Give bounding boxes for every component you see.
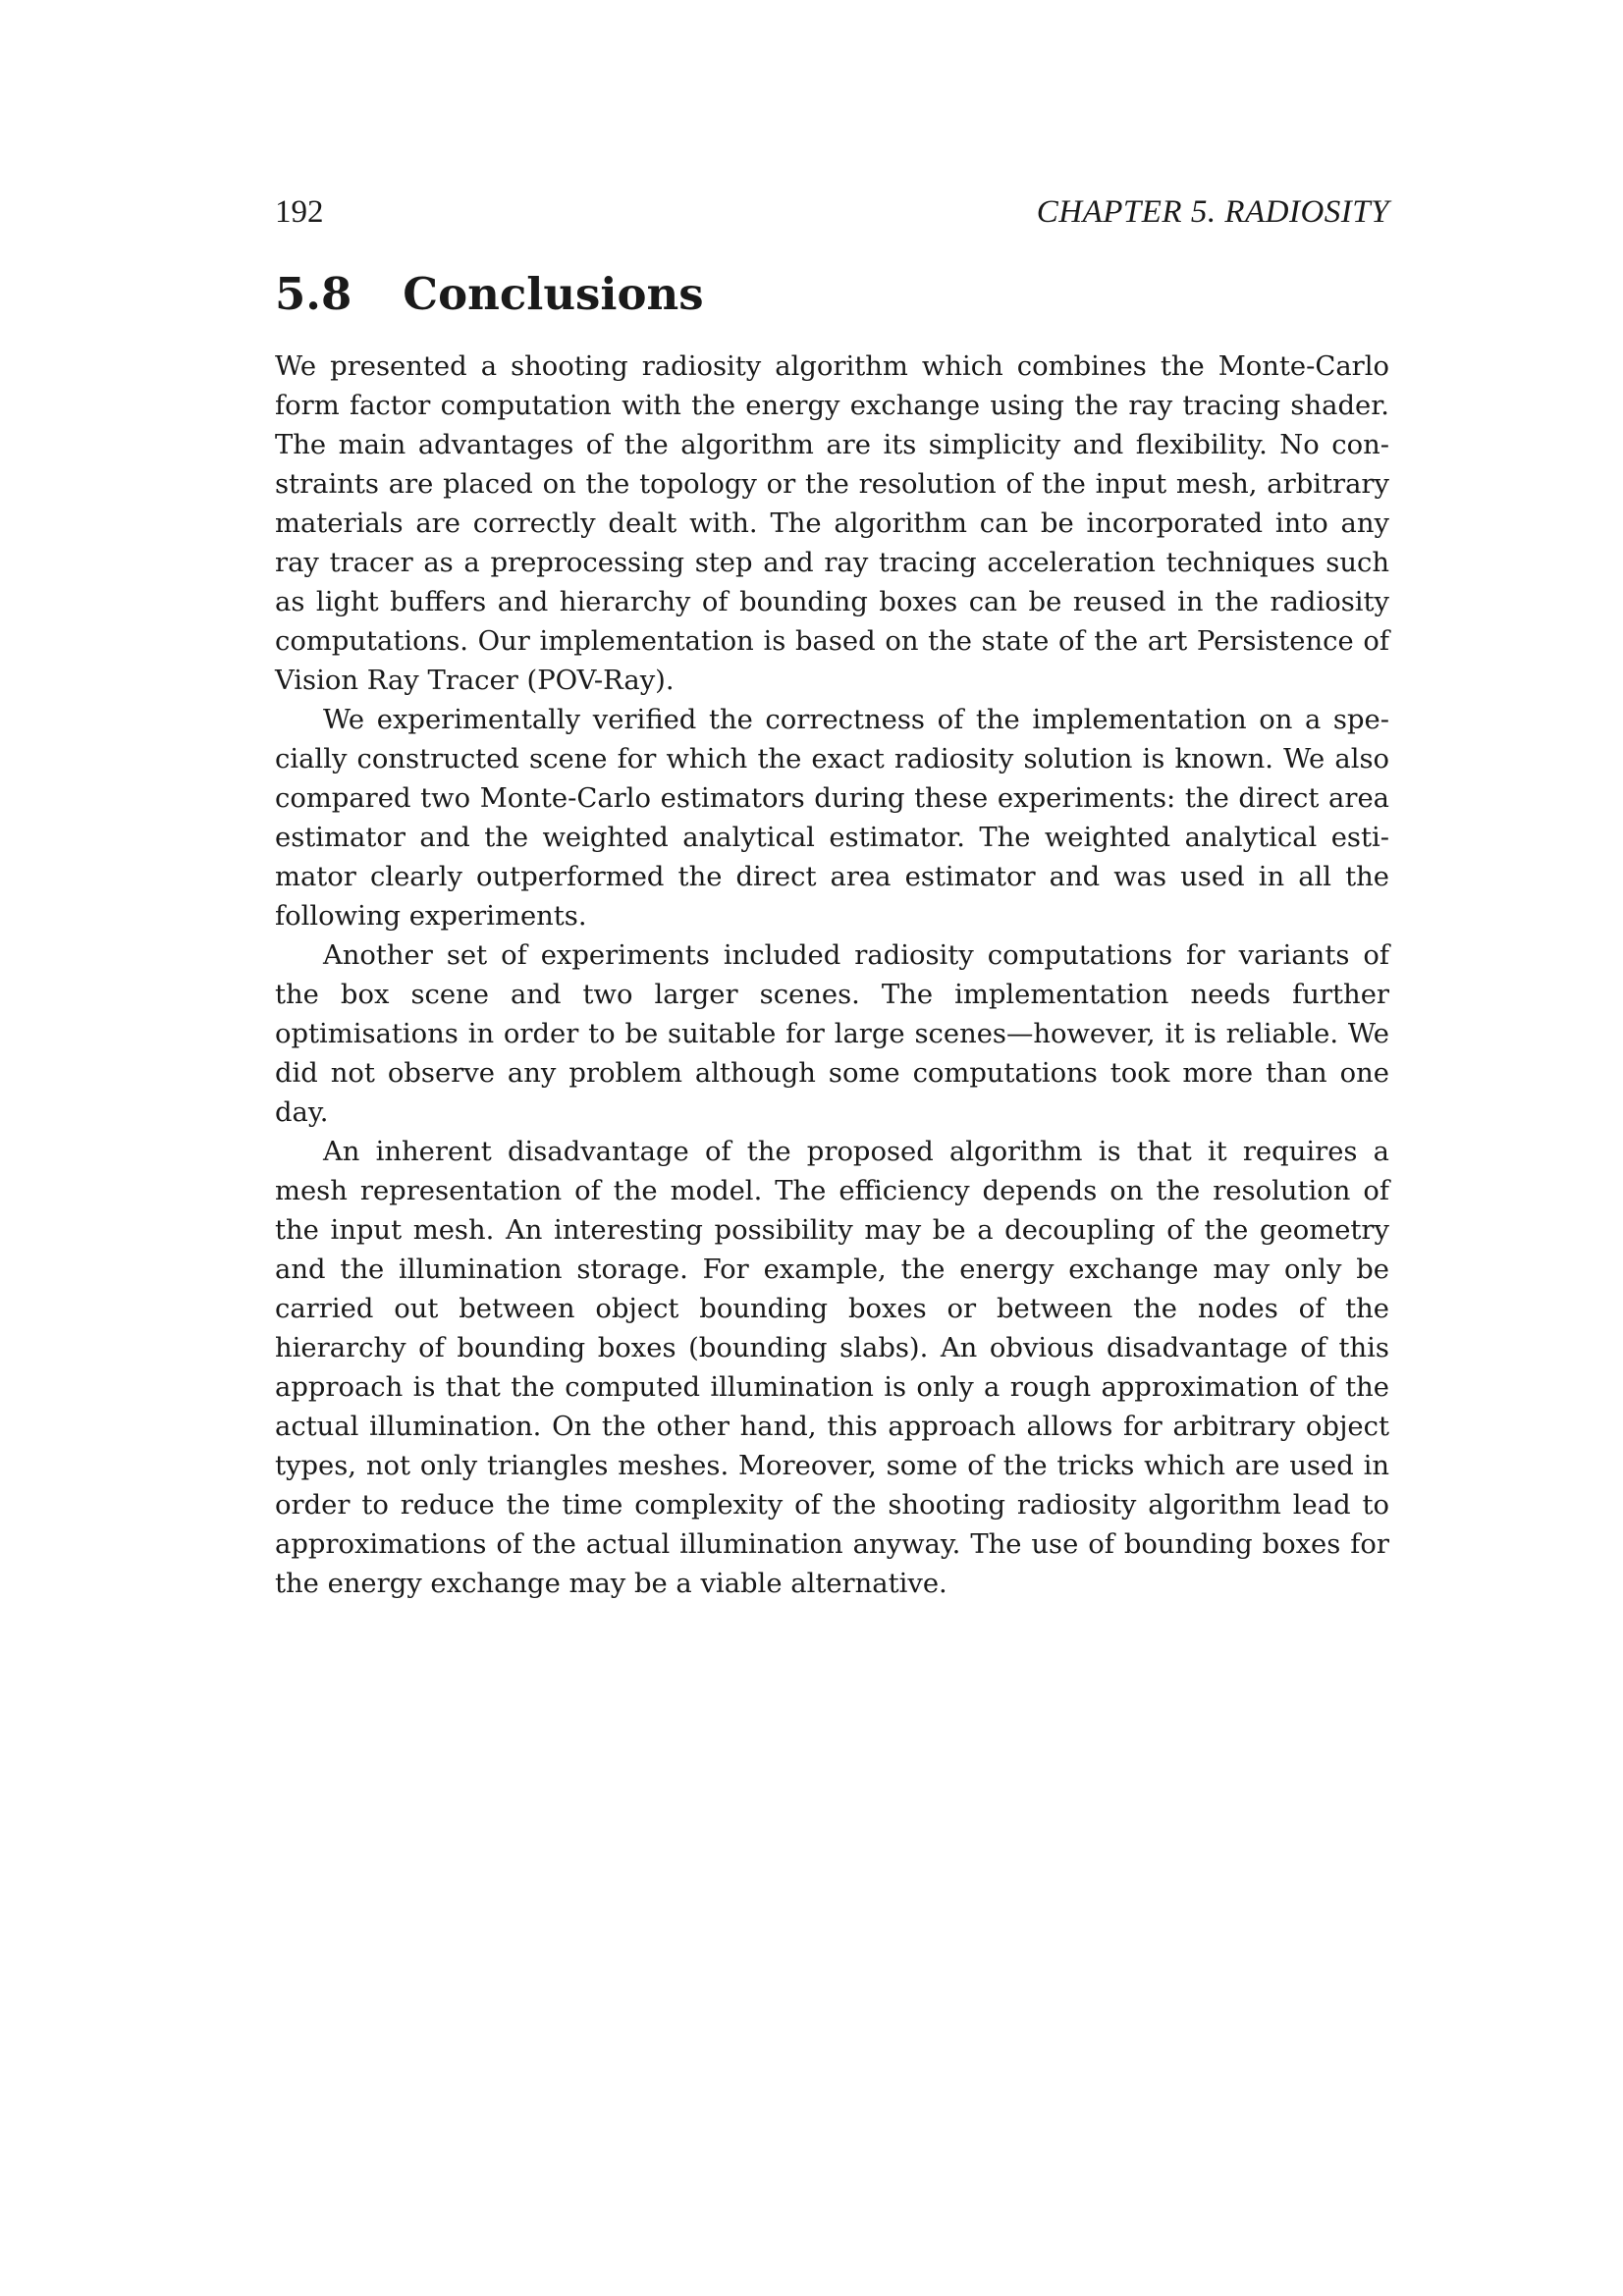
paragraph-1: We presented a shooting radiosity algorithm which combines the Monte-Carlo form factor computation with the energy exchange using the ray tracing shader. The main advantages of the algorithm are its simplicity and flexibility. No constraints are placed on the topology or the resolution of the input mesh, arbitrary materials are correctly dealt with. The algorithm can be incorporated into any ray tracer as a preprocessing step and ray tracing acceleration techniques such as light buffers and hierarchy of bounding boxes can be reused in the radiosity computations. Our implementation is based on the state of the art Persistence of Vision Ray Tracer (POV-Ray). bbox=[275, 351, 1389, 696]
page bbox=[275, 192, 1389, 1604]
paragraph-4: An inherent disadvantage of the proposed algorithm is that it requires a mesh representation of the model. The efficiency depends on the resolution of the input mesh. An interesting possibility may be a decoupling of the geometry and the illumination storage. For example, the energy exchange may only be carried out between object bounding boxes or between the nodes of the hierarchy of bounding boxes (bounding slabs). An obvious disadvantage of this approach is that the computed illumination is only a rough approximation of the actual illumination. On the other hand, this approach allows for arbitrary object types, not only triangles meshes. Moreover, some of the tricks which are used in order to reduce the time complexity of the shooting radiosity algorithm lead to approximations of the actual illumination anyway. The use of bounding boxes for the energy exchange may be a viable alternative. bbox=[275, 1137, 1389, 1599]
section-body bbox=[275, 347, 1389, 1604]
chapter-title: CHAPTER 5. RADIOSITY bbox=[1036, 194, 1389, 230]
section-heading bbox=[275, 267, 1389, 322]
running-header bbox=[275, 192, 1389, 232]
section-title: Conclusions bbox=[403, 268, 704, 320]
page-number: 192 bbox=[275, 194, 324, 230]
section-number: 5.8 bbox=[275, 268, 352, 320]
paragraph-3: Another set of experiments included radiosity computations for variants of the box scene and two larger scenes. The implementation needs further optimisations in order to be suitable for large scenes—however, it is reliable. We did not observe any problem although some computations took more than one day. bbox=[275, 940, 1389, 1128]
paragraph-2: We experimentally verified the correctness of the implementation on a specially constructed scene for which the exact radiosity solution is known. We also compared two Monte-Carlo estimators during these experiments: the direct area estimator and the weighted analytical estimator. The weighted analytical estimator clearly outperformed the direct area estimator and was used in all the following experiments. bbox=[275, 705, 1389, 932]
